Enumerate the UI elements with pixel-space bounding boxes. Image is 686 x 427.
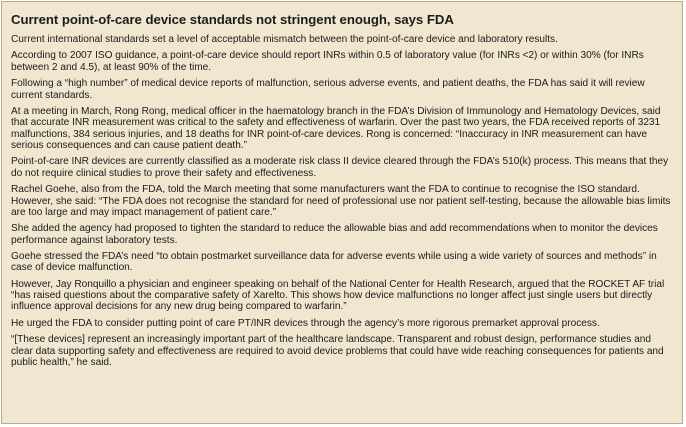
paragraph: However, Jay Ronquillo a physician and engineer speaking on behalf of the National Center for Health Research, argued that the ROCKET AF trial “has raised questions about the comparative safety of Xarelto. This shows how device malfunctions no longer affect just single users but directly influence approval decisions for any new drug being compared to warfarin.” — [11, 278, 665, 313]
paragraph: Point-of-care INR devices are currently classified as a moderate risk class II device cleared through the FDA’s 510(k) process. This means that they do not require clinical studies to prove their safety and effectiveness. — [11, 156, 669, 179]
paragraph: She added the agency had proposed to tighten the standard to reduce the allowable bias and add recommendations when to monitor the devices performance against laboratory tests. — [11, 223, 658, 246]
article-box — [1, 1, 683, 424]
paragraph: At a meeting in March, Rong Rong, medical officer in the haematology branch in the FDA’s Division of Immunology and Hematology Devices, said that accurate INR measurement was critical to the safety and effectiveness of warfarin. Over the past two years, the FDA received reports of 3231 malfunctions, 384 serious injuries, and 18 deaths for INR point-of-care devices. Rong is concerned: “Inaccuracy in INR measurement can have serious consequences and can cause patient death.” — [11, 106, 661, 151]
paragraph: Rachel Goehe, also from the FDA, told the March meeting that some manufacturers want the FDA to continue to recognise the ISO standard. However, she said: “The FDA does not recognise the standard for need of professional use nor patient self-testing, because the allowable bias limits are too large and may impact management of patient care.” — [11, 184, 671, 218]
paragraph: Goehe stressed the FDA’s need “to obtain postmarket surveillance data for adverse events while using a wide variety of sources and methods” in case of device malfunction. — [11, 251, 657, 274]
paragraph: According to 2007 ISO guidance, a point-of-care device should report INRs within 0.5 of laboratory value (for INRs <2) or within 30% (for INRs between 2 and 4.5), at least 90% of the time. — [11, 50, 644, 73]
article-title: Current point-of-care device standards not stringent enough, says FDA — [11, 12, 454, 27]
paragraph: Following a “high number” of medical device reports of malfunction, serious adverse events, and patient deaths, the FDA has said it will review current standards. — [11, 78, 645, 101]
paragraph: He urged the FDA to consider putting point of care PT/INR devices through the agency’s more rigorous premarket approval process. — [11, 317, 600, 329]
paragraph: “[These devices] represent an increasingly important part of the healthcare landscape. Transparent and robust design, performance studies and clear data supporting safety and effectiveness are required to avoid device problems that could have wide reaching consequences for patients and public health,” he said. — [11, 334, 664, 368]
paragraph: Current international standards set a level of acceptable mismatch between the point-of-care device and laboratory results. — [11, 34, 558, 45]
